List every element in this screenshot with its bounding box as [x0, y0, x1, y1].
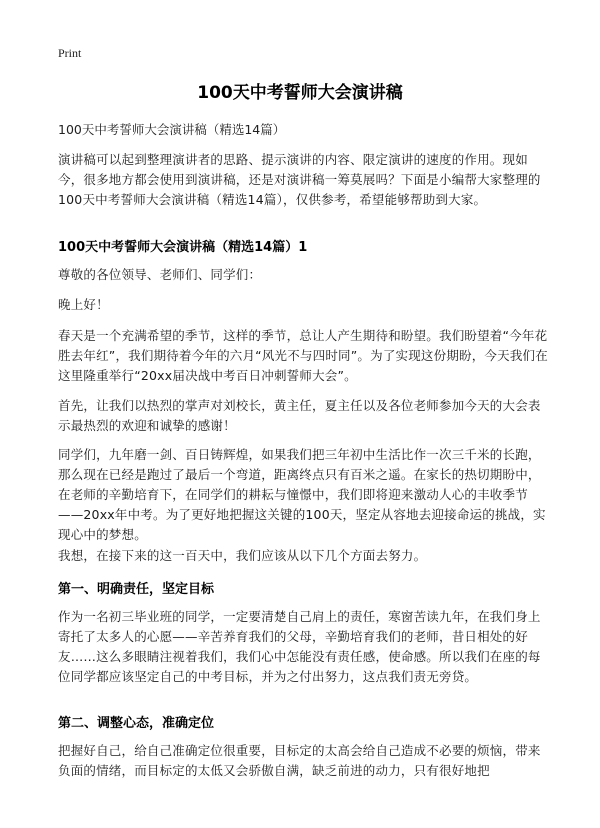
paragraph-1: 春天是一个充满希望的季节，这样的季节，总让人产生期待和盼望。我们盼望着“今年花胜去年红”，我们期待着今年的六月“风光不与四时同”。为了实现这份期盼，今天我们在这里隆重举行“20xx届决战中考百日冲刺誓师大会”。 [58, 328, 548, 383]
section-heading: 100天中考誓师大会演讲稿（精选14篇）1 [58, 240, 308, 255]
print-link[interactable]: Print [58, 46, 82, 60]
greeting-text: 尊敬的各位领导、老师们、同学们： [58, 267, 262, 282]
evening-text: 晚上好！ [58, 297, 109, 312]
paragraph-3: 同学们，九年磨一剑、百日铸辉煌，如果我们把三年初中生活比作一次三千米的长跑，那么现在已经是跑过了最后一个弯道，距离终点只有百米之遥。在家长的热切期盼中，在老师的辛勤培育下，在同学们的耕耘与憧憬中，我们即将迎来激动人心的丰收季节——20xx年中考。为了更好地把握这关键的100天，坚定从容地去迎接命运的挑战，实现心中的梦想。 [58, 447, 546, 542]
paragraph-4: 我想，在接下来的这一百天中，我们应该从以下几个方面去努力。 [58, 548, 427, 563]
heading-2: 第二、调整心态，准确定位 [58, 716, 215, 731]
intro-paragraph: 演讲稿可以起到整理演讲者的思路、提示演讲的内容、限定演讲的速度的作用。现如今，很多地方都会使用到演讲稿，还是对演讲稿一筹莫展吗？下面是小编帮大家整理的100天中考誓师大会演讲稿（精选14篇），仅供参考，希望能够帮助到大家。 [58, 152, 541, 207]
paragraph-2: 首先，让我们以热烈的掌声对刘校长，黄主任，夏主任以及各位老师参加今天的大会表示最热烈的欢迎和诚挚的感谢！ [58, 398, 541, 433]
paragraph-6: 把握好自己，给自己准确定位很重要，目标定的太高会给自己造成不必要的烦恼，带来负面的情绪，而目标定的太低又会骄傲自满，缺乏前进的动力，只有很好地把 [58, 743, 541, 778]
paragraph-5: 作为一名初三毕业班的同学，一定要清楚自己肩上的责任，寒窗苦读九年，在我们身上寄托了太多人的心愿——辛苦养育我们的父母，辛勤培育我们的老师，昔日相处的好友……这么多眼睛注视着我们，我们心中怎能没有责任感，使命感。所以我们在座的每位同学都应该坚定自己的中考目标，并为之付出努力，这点我们责无旁贷。 [58, 609, 541, 684]
page-title: 100天中考誓师大会演讲稿 [197, 83, 403, 103]
heading-1: 第一、明确责任，坚定目标 [58, 582, 215, 597]
document-subtitle: 100天中考誓师大会演讲稿（精选14篇） [58, 122, 286, 137]
